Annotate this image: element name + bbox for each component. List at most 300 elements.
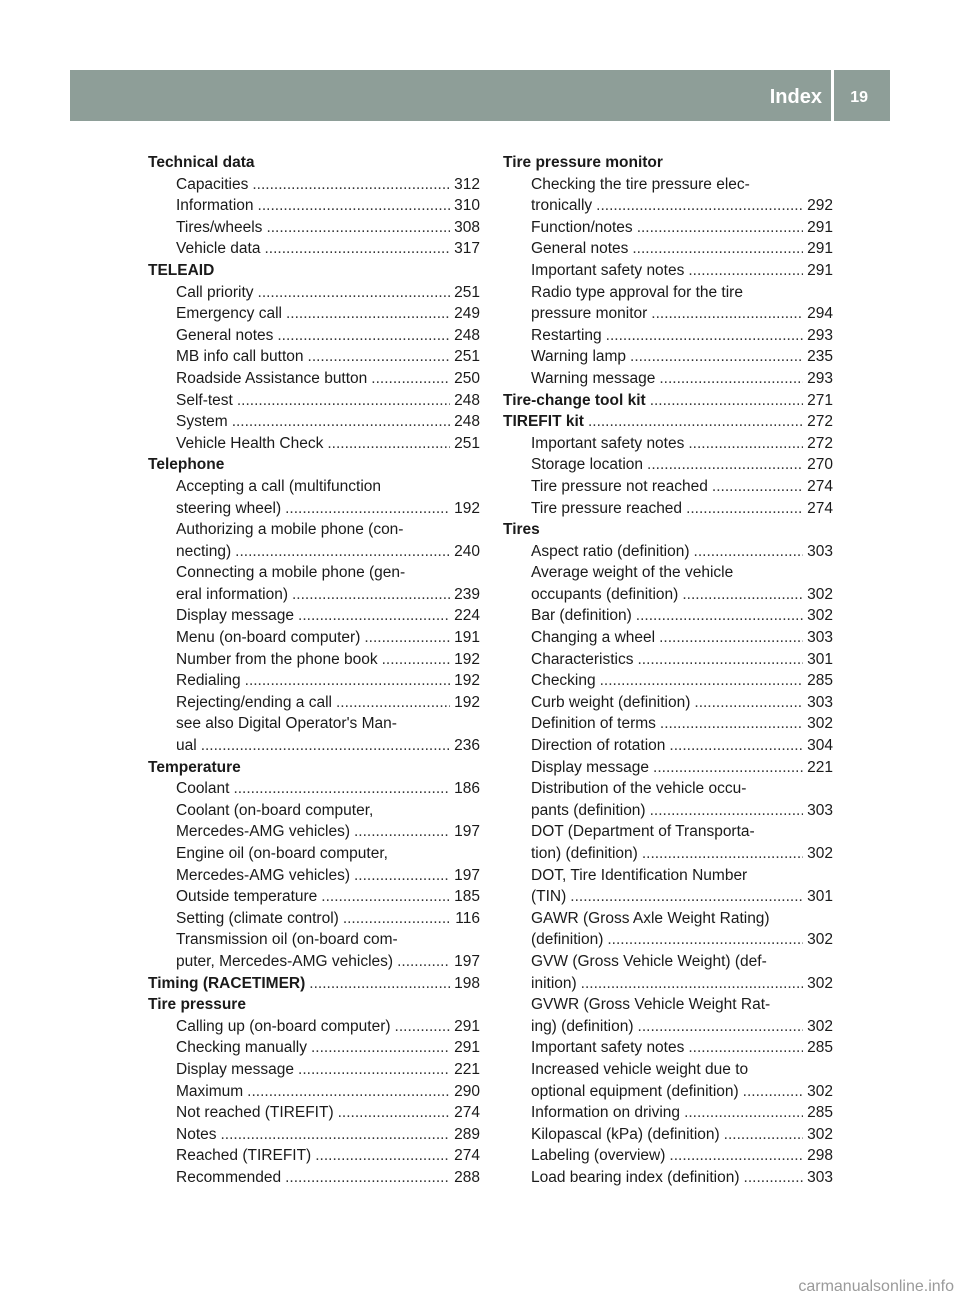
entry-text: Engine oil (on-board computer, <box>176 845 388 862</box>
page-reference: 303 <box>807 1168 833 1186</box>
entry-text: Characteristics <box>531 650 634 668</box>
dot-leader <box>221 1124 451 1146</box>
dot-leader <box>638 649 804 671</box>
entry-text: eral information) <box>176 585 288 603</box>
dot-leader <box>637 217 803 239</box>
entry-text: Important safety notes <box>531 434 685 452</box>
index-entry <box>148 217 480 239</box>
entry-text: ual <box>176 737 197 755</box>
page-reference: 285 <box>807 672 833 690</box>
page-reference: 250 <box>454 369 480 387</box>
page-reference: 198 <box>454 974 480 992</box>
index-heading <box>148 994 480 1016</box>
page-reference: 293 <box>807 369 833 387</box>
index-entry <box>148 174 480 196</box>
page-reference: 192 <box>454 693 480 711</box>
index-entry <box>503 865 833 887</box>
entry-text: pressure monitor <box>531 305 648 323</box>
index-entry <box>148 390 480 412</box>
entry-text: Warning lamp <box>531 348 627 366</box>
entry-text: Storage location <box>531 456 644 474</box>
entry-text: Display message <box>176 1060 295 1078</box>
index-entry <box>503 217 833 239</box>
page-reference: 192 <box>454 499 480 517</box>
entry-text: Tire pressure not reached <box>531 477 708 495</box>
page-reference: 302 <box>807 1082 833 1100</box>
page-reference: 302 <box>807 1125 833 1143</box>
page-reference: 285 <box>807 1104 833 1122</box>
index-entry <box>148 346 480 368</box>
entry-text: Important safety notes <box>531 261 685 279</box>
dot-leader <box>237 390 450 412</box>
index-entry <box>148 562 480 584</box>
page-reference: 116 <box>455 909 480 927</box>
index-entry <box>148 433 480 455</box>
dot-leader <box>688 1037 803 1059</box>
page-reference: 285 <box>807 1039 833 1057</box>
entry-text: Curb weight (definition) <box>531 693 691 711</box>
index-entry <box>503 541 833 563</box>
index-entry <box>503 1037 833 1059</box>
page-reference: 221 <box>807 758 833 776</box>
entry-text: Tires <box>503 521 540 539</box>
dot-leader <box>642 843 803 865</box>
dot-leader <box>298 1059 450 1081</box>
entry-text: Aspect ratio (definition) <box>531 542 690 560</box>
dot-leader <box>382 649 451 671</box>
entry-text: Vehicle data <box>176 240 261 258</box>
entry-text: Tire pressure reached <box>531 499 683 517</box>
index-entry <box>503 282 833 304</box>
entry-text: Checking manually <box>176 1039 307 1057</box>
dot-leader <box>247 1081 450 1103</box>
entry-text: Tire-change tool kit <box>503 391 646 409</box>
index-entry <box>148 1037 480 1059</box>
entry-text: Information <box>176 197 254 215</box>
entry-text: Display message <box>531 758 650 776</box>
entry-text: General notes <box>176 326 274 344</box>
entry-text: Display message <box>176 607 295 625</box>
page-reference: 251 <box>454 283 480 301</box>
index-entry <box>503 584 833 606</box>
entry-text: tion) (definition) <box>531 845 638 862</box>
dot-leader <box>285 498 450 520</box>
index-entry <box>148 1102 480 1124</box>
entry-text: DOT (Department of Transporta- <box>531 823 755 841</box>
index-entry <box>148 584 480 606</box>
entry-text: Coolant <box>176 780 230 798</box>
entry-text: Mercedes-AMG vehicles) <box>176 866 350 884</box>
page-reference: 239 <box>454 585 480 603</box>
dot-leader <box>266 217 450 239</box>
dot-leader <box>743 1081 803 1103</box>
page-reference: 274 <box>454 1104 480 1122</box>
index-entry <box>503 1145 833 1167</box>
entry-text: Bar (definition) <box>531 607 632 625</box>
watermark: carmanualsonline.info <box>798 1278 954 1295</box>
page-reference: 271 <box>807 391 833 409</box>
entry-text: puter, Mercedes-AMG vehicles) <box>176 952 394 970</box>
entry-text: Checking the tire pressure elec- <box>531 175 750 193</box>
entry-text: Mercedes-AMG vehicles) <box>176 823 350 841</box>
dot-leader <box>632 238 803 260</box>
entry-text: Notes <box>176 1125 217 1143</box>
page-reference: 312 <box>454 175 480 193</box>
index-entry <box>148 476 480 498</box>
dot-leader <box>252 174 450 196</box>
dot-leader <box>285 1167 450 1189</box>
page-reference: 186 <box>454 780 480 798</box>
index-entry <box>148 670 480 692</box>
index-entry <box>503 1059 833 1081</box>
page-reference: 185 <box>454 888 480 906</box>
page-reference: 197 <box>454 866 480 884</box>
page-header-bar <box>70 70 890 121</box>
index-entry <box>503 886 833 908</box>
page-reference: 289 <box>454 1125 480 1143</box>
page-reference: 191 <box>454 629 480 647</box>
dot-leader <box>712 476 803 498</box>
dot-leader <box>581 973 803 995</box>
entry-text: Rejecting/ending a call <box>176 693 332 711</box>
dot-leader <box>354 865 450 887</box>
page-reference: 304 <box>807 737 833 755</box>
page-reference: 274 <box>807 477 833 495</box>
entry-text: System <box>176 413 228 431</box>
entry-text: Authorizing a mobile phone (con- <box>176 521 404 539</box>
page-reference: 249 <box>454 305 480 323</box>
index-entry <box>148 865 480 887</box>
entry-text: Average weight of the vehicle <box>531 564 734 582</box>
page-reference: 302 <box>807 585 833 603</box>
dot-leader <box>630 346 803 368</box>
index-entry <box>503 605 833 627</box>
page-reference: 303 <box>807 629 833 647</box>
index-entry <box>148 325 480 347</box>
dot-leader <box>201 735 450 757</box>
index-entry <box>148 1167 480 1189</box>
page-reference: 290 <box>454 1082 480 1100</box>
page-reference: 197 <box>454 952 480 970</box>
page-reference: 251 <box>454 434 480 452</box>
page-reference: 302 <box>807 845 833 862</box>
entry-text: Not reached (TIREFIT) <box>176 1104 334 1122</box>
dot-leader <box>277 325 450 347</box>
index-entry <box>148 713 480 735</box>
dot-leader <box>684 1102 803 1124</box>
index-entry <box>503 735 833 757</box>
dot-leader <box>724 1124 803 1146</box>
entry-text: necting) <box>176 542 232 560</box>
page-reference: 192 <box>454 672 480 690</box>
index-entry <box>148 1059 480 1081</box>
index-column-right <box>503 152 833 1189</box>
entry-text: Increased vehicle weight due to <box>531 1060 749 1078</box>
index-entry <box>503 757 833 779</box>
index-heading <box>148 973 480 995</box>
entry-text: (definition) <box>531 931 604 949</box>
page-reference: 302 <box>807 607 833 625</box>
entry-text: MB info call button <box>176 348 304 366</box>
entry-text: General notes <box>531 240 629 258</box>
index-entry <box>148 605 480 627</box>
entry-text: Load bearing index (definition) <box>531 1168 740 1186</box>
dot-leader <box>245 670 450 692</box>
entry-text: optional equipment (definition) <box>531 1082 739 1100</box>
page-reference: 248 <box>454 326 480 344</box>
index-heading <box>503 152 833 174</box>
entry-text: Labeling (overview) <box>531 1147 666 1165</box>
index-entry <box>148 800 480 822</box>
index-entry <box>503 670 833 692</box>
entry-text: Setting (climate control) <box>176 909 339 927</box>
entry-text: Accepting a call (multifunction <box>176 477 382 495</box>
index-entry <box>503 821 833 843</box>
entry-text: Reached (TIREFIT) <box>176 1147 312 1165</box>
entry-text: Kilopascal (kPa) (definition) <box>531 1125 720 1143</box>
page-reference: 303 <box>807 542 833 560</box>
index-entry <box>148 303 480 325</box>
page-reference: 308 <box>454 218 480 236</box>
dot-leader <box>286 303 450 325</box>
index-column-left <box>148 152 480 1189</box>
dot-leader <box>327 433 450 455</box>
dot-leader <box>343 908 451 930</box>
index-entry <box>503 562 833 584</box>
dot-leader <box>570 886 803 908</box>
index-entry <box>503 368 833 390</box>
index-entry <box>148 1124 480 1146</box>
page-reference: 293 <box>807 326 833 344</box>
dot-leader <box>669 1145 803 1167</box>
index-entry <box>503 1016 833 1038</box>
entry-text: Important safety notes <box>531 1039 685 1057</box>
entry-text: DOT, Tire Identification Number <box>531 866 748 884</box>
page-reference: 270 <box>807 456 833 474</box>
page-reference: 303 <box>807 693 833 711</box>
entry-text: GAWR (Gross Axle Weight Rating) <box>531 909 770 927</box>
index-entry <box>503 908 833 930</box>
entry-text: Information on driving <box>531 1104 681 1122</box>
index-entry <box>503 713 833 735</box>
index-entry <box>148 282 480 304</box>
index-entry <box>503 260 833 282</box>
page-reference: 291 <box>454 1017 480 1035</box>
page-reference: 272 <box>807 413 833 431</box>
entry-text: Connecting a mobile phone (gen- <box>176 564 406 582</box>
entry-text: Temperature <box>148 758 241 776</box>
entry-text: occupants (definition) <box>531 585 679 603</box>
entry-text: Vehicle Health Check <box>176 434 324 452</box>
index-entry <box>148 1145 480 1167</box>
dot-leader <box>298 605 450 627</box>
page-reference: 224 <box>454 607 480 625</box>
index-heading <box>148 454 480 476</box>
page-reference: 272 <box>807 434 833 452</box>
index-entry <box>148 929 480 951</box>
page-reference: 291 <box>807 240 833 258</box>
entry-text: see also Digital Operator's Man- <box>176 715 397 733</box>
page-reference: 317 <box>454 240 480 258</box>
entry-text: Maximum <box>176 1082 244 1100</box>
entry-text: steering wheel) <box>176 499 282 517</box>
entry-text: Radio type approval for the tire <box>531 283 743 301</box>
index-entry <box>503 195 833 217</box>
page-reference: 301 <box>807 650 833 668</box>
dot-leader <box>694 541 804 563</box>
index-heading <box>503 411 833 433</box>
page-reference: 221 <box>454 1060 480 1078</box>
dot-leader <box>659 368 803 390</box>
entry-text: Calling up (on-board computer) <box>176 1017 391 1035</box>
page-number: 19 <box>850 89 868 106</box>
entry-text: Timing (RACETIMER) <box>148 974 306 992</box>
index-entry <box>503 498 833 520</box>
page-reference: 288 <box>454 1168 480 1186</box>
dot-leader <box>686 498 803 520</box>
entry-text: Definition of terms <box>531 715 656 733</box>
entry-text: GVW (Gross Vehicle Weight) (def- <box>531 952 767 970</box>
entry-text: Checking <box>531 672 596 690</box>
dot-leader <box>233 778 450 800</box>
dot-leader <box>607 929 803 951</box>
index-entry <box>503 325 833 347</box>
page-reference: 302 <box>807 1017 833 1035</box>
entry-text: Call priority <box>176 283 254 301</box>
dot-leader <box>694 692 803 714</box>
entry-text: Self-test <box>176 391 233 409</box>
dot-leader <box>660 713 803 735</box>
dot-leader <box>364 627 450 649</box>
dot-leader <box>659 627 803 649</box>
index-heading <box>503 519 833 541</box>
page-reference: 302 <box>807 974 833 992</box>
index-entry <box>503 346 833 368</box>
entry-text: ing) (definition) <box>531 1017 634 1035</box>
dot-leader <box>292 584 450 606</box>
index-heading <box>148 260 480 282</box>
dot-leader <box>258 195 451 217</box>
index-entry <box>503 1081 833 1103</box>
page-reference: 302 <box>807 931 833 949</box>
entry-text: inition) <box>531 974 577 992</box>
entry-text: Recommended <box>176 1168 282 1186</box>
index-entry <box>148 778 480 800</box>
dot-leader <box>354 821 450 843</box>
entry-text: pants (definition) <box>531 801 646 819</box>
index-entry <box>503 174 833 196</box>
entry-text: Warning message <box>531 369 656 387</box>
entry-text: (TIN) <box>531 888 567 906</box>
entry-text: Telephone <box>148 456 225 474</box>
entry-text: Technical data <box>148 154 255 171</box>
index-entry <box>148 951 480 973</box>
index-entry <box>148 498 480 520</box>
entry-text: TELEAID <box>148 261 215 279</box>
page-reference: 291 <box>807 261 833 279</box>
entry-text: Restarting <box>531 326 602 344</box>
entry-text: Number from the phone book <box>176 650 378 668</box>
dot-leader <box>235 541 450 563</box>
dot-leader <box>309 973 450 995</box>
dot-leader <box>264 238 450 260</box>
page-reference: 291 <box>454 1039 480 1057</box>
index-entry <box>148 735 480 757</box>
dot-leader <box>653 757 803 779</box>
index-entry <box>503 1102 833 1124</box>
entry-text: tronically <box>531 197 593 215</box>
entry-text: Coolant (on-board computer, <box>176 801 374 819</box>
entry-text: Emergency call <box>176 305 282 323</box>
entry-text: TIREFIT kit <box>503 413 584 431</box>
page-reference: 248 <box>454 413 480 431</box>
index-entry <box>148 821 480 843</box>
dot-leader <box>650 390 803 412</box>
index-entry <box>503 433 833 455</box>
page-reference: 291 <box>807 218 833 236</box>
entry-text: Function/notes <box>531 218 633 236</box>
index-entry <box>148 1016 480 1038</box>
dot-leader <box>338 1102 451 1124</box>
dot-leader <box>688 260 803 282</box>
page-reference: 236 <box>454 737 480 755</box>
index-entry <box>148 519 480 541</box>
index-entry <box>148 195 480 217</box>
dot-leader <box>688 433 803 455</box>
entry-text: Tire pressure <box>148 996 246 1014</box>
page-reference: 298 <box>807 1147 833 1165</box>
page-reference: 301 <box>807 888 833 906</box>
index-entry <box>148 238 480 260</box>
index-entry <box>503 929 833 951</box>
dot-leader <box>744 1167 804 1189</box>
entry-text: Menu (on-board computer) <box>176 629 361 647</box>
entry-text: Tire pressure monitor <box>503 154 663 171</box>
dot-leader <box>395 1016 451 1038</box>
page-reference: 235 <box>807 348 833 366</box>
entry-text: Distribution of the vehicle occu- <box>531 780 747 798</box>
entry-text: Transmission oil (on-board com- <box>176 931 398 949</box>
entry-text: Redialing <box>176 672 241 690</box>
dot-leader <box>650 800 804 822</box>
index-heading <box>503 390 833 412</box>
dot-leader <box>371 368 450 390</box>
page-reference: 240 <box>454 542 480 560</box>
dot-leader <box>606 325 803 347</box>
dot-leader <box>600 670 804 692</box>
header-divider <box>831 70 834 121</box>
dot-leader <box>669 735 803 757</box>
page-reference: 248 <box>454 391 480 409</box>
dot-leader <box>397 951 450 973</box>
index-entry <box>148 886 480 908</box>
header-title: Index <box>769 86 822 108</box>
page-reference: 192 <box>454 650 480 668</box>
entry-text: Outside temperature <box>176 888 318 906</box>
page-reference: 302 <box>807 715 833 733</box>
page-reference: 292 <box>807 197 833 215</box>
index-entry <box>503 649 833 671</box>
dot-leader <box>596 195 803 217</box>
page-reference: 294 <box>807 305 833 323</box>
index-entry <box>148 541 480 563</box>
dot-leader <box>308 346 451 368</box>
index-entry <box>503 1124 833 1146</box>
dot-leader <box>258 282 451 304</box>
index-heading <box>148 757 480 779</box>
index-entry <box>148 368 480 390</box>
index-entry <box>503 454 833 476</box>
